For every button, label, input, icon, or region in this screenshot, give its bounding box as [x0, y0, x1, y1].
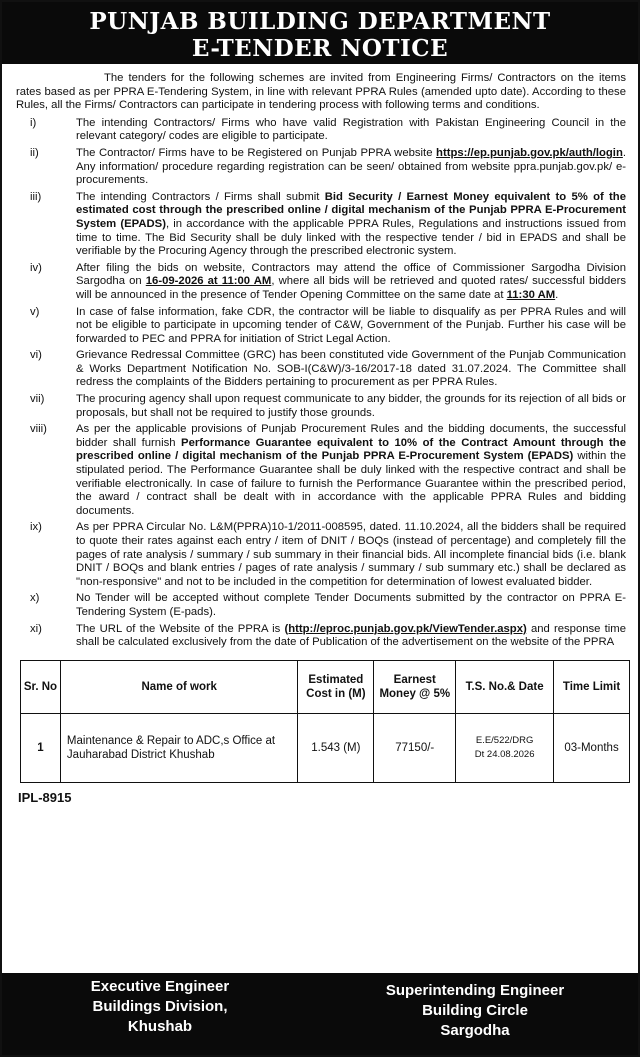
clause-text	[76, 262, 626, 303]
signature-line: Buildings Division,	[92, 998, 228, 1015]
clause-number: x)	[30, 592, 40, 605]
clause-text: In case of false information, fake CDR, the contractor will be liable to disqualify as per PPRA Rules and will not be eligible to participate in upcoming tender of C&W, Government of the Punjab. Further his case will be forwarded to PEC and PPRA for initiation of Strict Legal Action.	[76, 305, 626, 345]
cell-time-limit: 03-Months	[554, 713, 630, 782]
header-sr-no: Sr. No	[21, 660, 61, 713]
clause-viii	[16, 423, 626, 518]
tender-table	[20, 660, 630, 783]
clause-text-part: . Any information/ procedure regarding registration can be seen/ obtained from website ppra.punjab.gov.pk/ e- procurements.	[76, 146, 626, 187]
clause-text-part: As per the applicable provisions of Punjab Procurement Rules and the bidding documents, the successful bidder shall furnish	[76, 423, 626, 449]
clause-text: No Tender will be accepted without complete Tender Documents submitted by the contractor on PPRA E- Tendering System (E-pads).	[76, 592, 626, 618]
clause-number: viii)	[30, 423, 47, 436]
executive-engineer-signature	[2, 973, 260, 1055]
clause-number: ix)	[30, 521, 42, 534]
clause-vii	[16, 393, 626, 420]
ppra-tender-link[interactable]: (http://eproc.punjab.gov.pk/ViewTender.aspx)	[284, 622, 527, 635]
clause-number: vii)	[30, 393, 45, 406]
header-earnest-money: Earnest Money @ 5%	[374, 660, 456, 713]
clause-text: As per PPRA Circular No. L&M(PPRA)10-1/2011-008595, dated. 11.10.2024, all the bidders shall be required to quote their rates against each entry / item of DNIT / BOQs (instead of percentage) and completely fill the pages of rate analysis / summary / sub summary in their financial bids. All incomplete financial bids (i.e. blank DNIT / BOQs and blank entries / pages of rate analysis / summary / sub summary etc.) shall be declared as "non-responsive" and not to be included in the competition for determination of lowest evaluated bidder.	[76, 521, 626, 588]
clause-x	[16, 592, 626, 619]
clause-ix	[16, 521, 626, 589]
signature-line: Sargodha	[440, 1022, 510, 1039]
clause-iii	[16, 191, 626, 259]
clause-number: ii)	[30, 146, 39, 159]
notice-body	[2, 64, 638, 804]
clause-text-part: , in accordance with the applicable PPRA Rules, Regulations and instructions issued from time to time. The Bid Security shall be duly linked with the respective tender / bid in EPADS and shall be verifiable by the Procuring Agency through the prescribed electronic system.	[76, 217, 626, 258]
cell-earnest-money: 77150/-	[374, 713, 456, 782]
clause-text	[76, 191, 626, 259]
clause-number: iv)	[30, 261, 42, 274]
notice-title: E-TENDER NOTICE	[191, 35, 449, 62]
clause-text: Grievance Redressal Committee (GRC) has been constituted vide Government of the Punjab Communication & Works Department Notification No. SOB-I(C&W)/3-16/2017-18 dated 31.07.2024. The Committee shall redress the complaints of the Bidders pertaining to procurement as per PPRA Rules.	[76, 349, 626, 389]
signature-line: Executive Engineer	[90, 978, 230, 995]
clause-text	[76, 623, 626, 650]
ipl-number: IPL-8915	[18, 789, 72, 805]
clause-number: i)	[30, 116, 37, 129]
department-title: PUNJAB BUILDING DEPARTMENT	[89, 8, 551, 35]
ts-date: Dt 24.08.2026	[474, 748, 535, 760]
clause-vi	[16, 349, 626, 390]
clause-text-part: , where all bids will be retrieved and quoted rates/ successful bidders will be announced in the presence of Tender Opening Committee on the same date at	[76, 275, 627, 301]
signature-footer	[2, 973, 638, 1055]
clause-number: v)	[30, 305, 40, 318]
cell-estimated-cost: 1.543 (M)	[298, 713, 374, 782]
signature-line: Building Circle	[422, 1002, 528, 1019]
header-ts-no-date: T.S. No.& Date	[456, 660, 554, 713]
clause-text-part: .	[555, 288, 559, 301]
signature-line: Superintending Engineer	[385, 982, 565, 999]
table-row	[21, 713, 630, 782]
clause-number: xi)	[30, 622, 42, 635]
opening-date: 16-09-2026 at 11:00 AM	[145, 275, 272, 288]
intro-paragraph: The tenders for the following schemes are invited from Engineering Firms/ Contractors on the items rates based as per PPRA E-Tendering System, in line with relevant PPRA Rules (amended upto date). According to these Rules, all the Firms/ Contractors can participate in tendering process with following terms and conditions.	[16, 72, 626, 112]
clause-text	[76, 423, 626, 518]
cell-name-of-work: Maintenance & Repair to ADC,s Office at Jauharabad District Khushab	[60, 713, 297, 782]
clause-number: vi)	[30, 349, 42, 362]
clause-text: The intending Contractors/ Firms who have valid Registration with Pakistan Engineering Council in the relevant category/ codes are eligible to participate.	[76, 116, 626, 143]
clause-text-part: within the stipulated period. The Performance Guarantee shall be duly linked with the respective contract and shall be verifiable electronically. In case of failure to furnish the Performance Guarantee within the prescribed period, the award / contract shall be dealt with in accordance with the applicable PPRA Rules and bidding documents.	[76, 450, 626, 517]
clause-text-part: The intending Contractors / Firms shall submit	[76, 190, 325, 203]
clause-v	[16, 306, 626, 347]
clause-text: The procuring agency shall upon request communicate to any bidder, the grounds for its rejection of all bids or proposals, but shall not be required to justify those grounds.	[76, 393, 626, 419]
clause-text-part: After filing the bids on website, Contractors may attend the office of Commissioner Sargodha Division Sargodha on	[76, 261, 626, 288]
cell-sr-no: 1	[21, 713, 61, 782]
cell-ts-no-date	[456, 713, 554, 782]
signature-line: Khushab	[127, 1018, 193, 1035]
clause-text	[76, 147, 626, 188]
clause-number: iii)	[30, 190, 42, 203]
header-estimated-cost: Estimated Cost in (M)	[298, 660, 374, 713]
clause-iv	[16, 262, 626, 303]
superintending-engineer-signature	[370, 973, 638, 1055]
ppra-login-link[interactable]: https://ep.punjab.gov.pk/auth/login	[436, 146, 623, 159]
clause-ii	[16, 147, 626, 188]
clause-i	[16, 117, 626, 144]
announcement-time: 11:30 AM	[506, 288, 556, 301]
header-time-limit: Time Limit	[554, 660, 630, 713]
clause-xi	[16, 623, 626, 650]
bid-security-text: Bid Security / Earnest Money equivalent to 5% of the estimated cost through the prescribed online / digital mechanism of the Punjab PPRA E-Procurement System (EPADS)	[76, 190, 626, 230]
clause-text-part: The Contractor/ Firms have to be Registered on Punjab PPRA website	[76, 146, 437, 159]
ts-number: E.E/522/DRG	[475, 734, 534, 746]
clause-text-part: and response time shall be calculated exclusively from the date of Publication of the advertisement on the website of the PPRA	[76, 622, 626, 649]
notice-header	[2, 2, 638, 64]
clause-text-part: The URL of the Website of the PPRA is	[76, 622, 285, 635]
table-header-row	[21, 660, 630, 713]
performance-guarantee-text: Performance Guarantee equivalent to 10% of the Contract Amount through the prescribed online / digital mechanism of the Punjab PPRA E-Procurement System (EPADS)	[76, 436, 626, 463]
header-name-of-work: Name of work	[60, 660, 297, 713]
